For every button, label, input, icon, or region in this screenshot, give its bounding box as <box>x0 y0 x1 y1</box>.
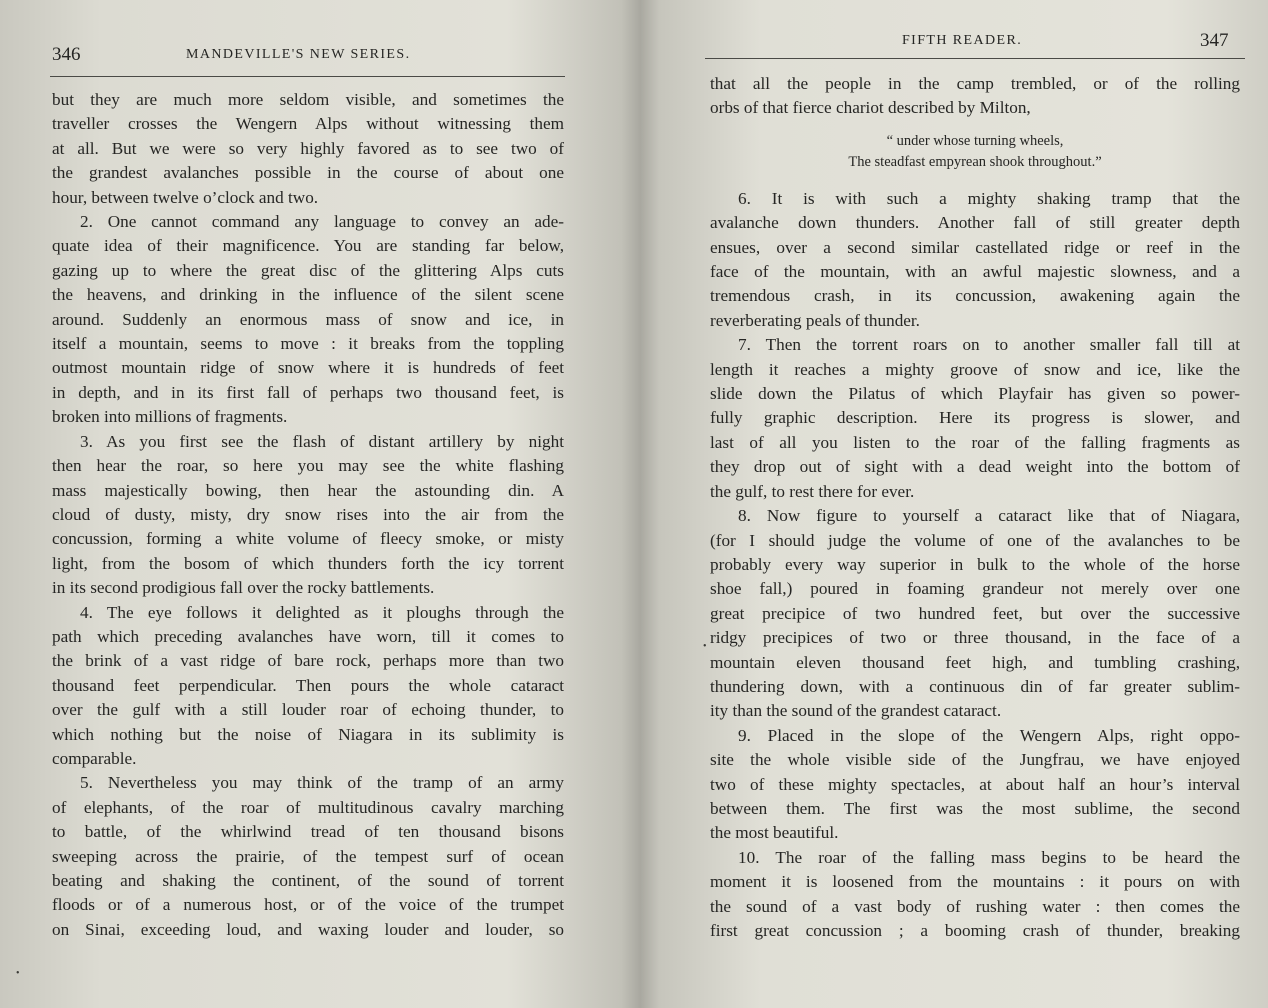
text-line: (for I should judge the volume of one of the avalanches to be <box>710 530 1240 550</box>
text-line: 4. The eye follows it delighted as it ploughs through the <box>80 602 564 622</box>
text-line: ity than the sound of the grandest cataract. <box>710 701 1002 721</box>
text-line: the grandest avalanches possible in the course of about one <box>52 163 564 183</box>
text-line: which nothing but the noise of Niagara in its sublimity is <box>52 724 564 744</box>
text-line: thundering down, with a continuous din of far greater sublim- <box>710 676 1240 696</box>
text-line: the heavens, and drinking in the influence of the silent scene <box>52 285 564 305</box>
text-line: last of all you listen to the roar of the falling fragments as <box>710 432 1240 452</box>
text-line: site the whole visible side of the Jungfrau, we have enjoyed <box>710 750 1240 770</box>
text-line: on Sinai, exceeding loud, and waxing louder and louder, so <box>52 919 564 939</box>
text-block-before-quote <box>710 72 1240 121</box>
text-line: itself a mountain, seems to move : it breaks from the toppling <box>52 334 564 354</box>
text-line: the most beautiful. <box>710 823 839 843</box>
text-line: light, from the bosom of which thunders forth the icy torrent <box>52 553 564 573</box>
text-line: 2. One cannot command any language to convey an ade- <box>80 212 564 232</box>
text-line: outmost mountain ridge of snow where it is hundreds of feet <box>52 358 564 378</box>
text-line: first great concussion ; a booming crash of thunder, breaking <box>710 921 1240 940</box>
text-line: comparable. <box>52 748 137 768</box>
header-rule <box>50 76 565 77</box>
text-line: face of the mountain, with an awful majestic slowness, and a <box>710 262 1240 282</box>
text-line: gazing up to where the great disc of the glittering Alps cuts <box>52 260 564 280</box>
text-line: 3. As you first see the flash of distant artillery by night <box>80 431 564 451</box>
text-line: tremendous crash, in its concussion, awakening again the <box>710 286 1240 306</box>
text-line: reverberating peals of thunder. <box>710 310 920 330</box>
quote-line: The steadfast empyrean shook throughout.” <box>848 153 1102 170</box>
right-page-body <box>710 72 1240 943</box>
text-line: 9. Placed in the slope of the Wengern Alps, right oppo- <box>738 725 1240 745</box>
text-line: great precipice of two hundred feet, but over the successive <box>710 603 1240 623</box>
text-line: concussion, forming a white volume of fleecy smoke, or misty <box>52 529 564 549</box>
text-line: the brink of a vast ridge of bare rock, perhaps more than two <box>52 651 564 671</box>
text-line: but they are much more seldom visible, and sometimes the <box>52 90 564 109</box>
text-line: 8. Now figure to yourself a cataract like that of Niagara, <box>738 506 1240 526</box>
text-line: the gulf, to rest there for ever. <box>710 481 915 501</box>
ink-speck: • <box>16 968 20 979</box>
header-rule <box>705 58 1245 59</box>
text-line: ensues, over a second similar castellated ridge or reef in the <box>710 237 1240 257</box>
ink-speck: • <box>703 641 707 652</box>
text-line: of elephants, of the roar of multitudinous cavalry marching <box>52 797 564 817</box>
text-line: shoe fall,) poured in foaming grandeur not merely over one <box>710 579 1240 599</box>
text-line: thousand feet perpendicular. Then pours the whole cataract <box>52 675 564 695</box>
quote-line: “ under whose turning wheels, <box>886 132 1064 149</box>
running-title: FIFTH READER. <box>902 33 1023 48</box>
text-line: over the gulf with a still louder roar of echoing thunder, to <box>52 700 564 720</box>
text-line: in depth, and in its first fall of perhaps two thousand feet, is <box>52 382 564 402</box>
text-line: 7. Then the torrent roars on to another smaller fall till at <box>738 335 1240 355</box>
block-quote <box>710 131 1240 173</box>
text-line: between them. The first was the most sublime, the second <box>710 798 1240 818</box>
text-line: ridgy precipices of two or three thousand, in the face of a <box>710 628 1240 648</box>
text-line: floods or of a numerous host, or of the voice of the trumpet <box>52 895 564 915</box>
text-line: that all the people in the camp trembled, or of the rolling <box>710 74 1240 93</box>
text-line: sweeping across the prairie, of the tempest surf of ocean <box>52 846 564 866</box>
text-line: moment it is loosened from the mountains : it pours on with <box>710 872 1240 892</box>
text-line: length it reaches a mighty groove of snow and ice, like the <box>710 359 1240 379</box>
page-number: 347 <box>1200 30 1229 51</box>
text-line: path which preceding avalanches have worn, till it comes to <box>52 626 564 646</box>
text-line: in its second prodigious fall over the rocky battlements. <box>52 578 435 598</box>
text-line: the sound of a vast body of rushing water : then comes the <box>710 896 1240 916</box>
text-line: to battle, of the whirlwind tread of ten thousand bisons <box>52 822 564 842</box>
text-line: probably every way superior in bulk to the whole of the horse <box>710 554 1240 574</box>
text-line: 5. Nevertheless you may think of the tramp of an army <box>80 773 564 793</box>
text-line: cloud of dusty, misty, dry snow rises into the air from the <box>52 504 564 524</box>
text-line: around. Suddenly an enormous mass of snow and ice, in <box>52 309 564 329</box>
text-line: avalanche down thunders. Another fall of still greater depth <box>710 213 1240 233</box>
text-line: 6. It is with such a mighty shaking tramp that the <box>738 188 1240 208</box>
text-line: they drop out of sight with a dead weight into the bottom of <box>710 457 1240 477</box>
text-line: orbs of that fierce chariot described by Milton, <box>710 98 1031 118</box>
text-line: fully graphic description. Here its progress is slower, and <box>710 408 1240 428</box>
text-line: traveller crosses the Wengern Alps without witnessing them <box>52 114 564 134</box>
text-line: then hear the roar, so here you may see the white flashing <box>52 456 564 476</box>
right-page <box>640 0 1268 1008</box>
text-line: two of these mighty spectacles, at about half an hour’s interval <box>710 774 1240 794</box>
text-line: broken into millions of fragments. <box>52 407 288 427</box>
left-page-body <box>52 88 564 942</box>
page-number: 346 <box>52 44 81 65</box>
text-line: beating and shaking the continent, of the sound of torrent <box>52 871 564 890</box>
running-title: MANDEVILLE'S NEW SERIES. <box>186 47 411 62</box>
text-line: quate idea of their magnificence. You are standing far below, <box>52 236 564 256</box>
text-block-after-quote <box>710 187 1240 944</box>
text-line: mass majestically bowing, then hear the astounding din. A <box>52 480 564 500</box>
text-line: slide down the Pilatus of which Playfair has given so power- <box>710 384 1240 404</box>
text-line: mountain eleven thousand feet high, and tumbling crashing, <box>710 652 1240 672</box>
text-line: 10. The roar of the falling mass begins to be heard the <box>738 847 1240 867</box>
text-line: hour, between twelve o’clock and two. <box>52 187 319 207</box>
text-line: at all. But we were so very highly favored as to see two of <box>52 138 564 158</box>
